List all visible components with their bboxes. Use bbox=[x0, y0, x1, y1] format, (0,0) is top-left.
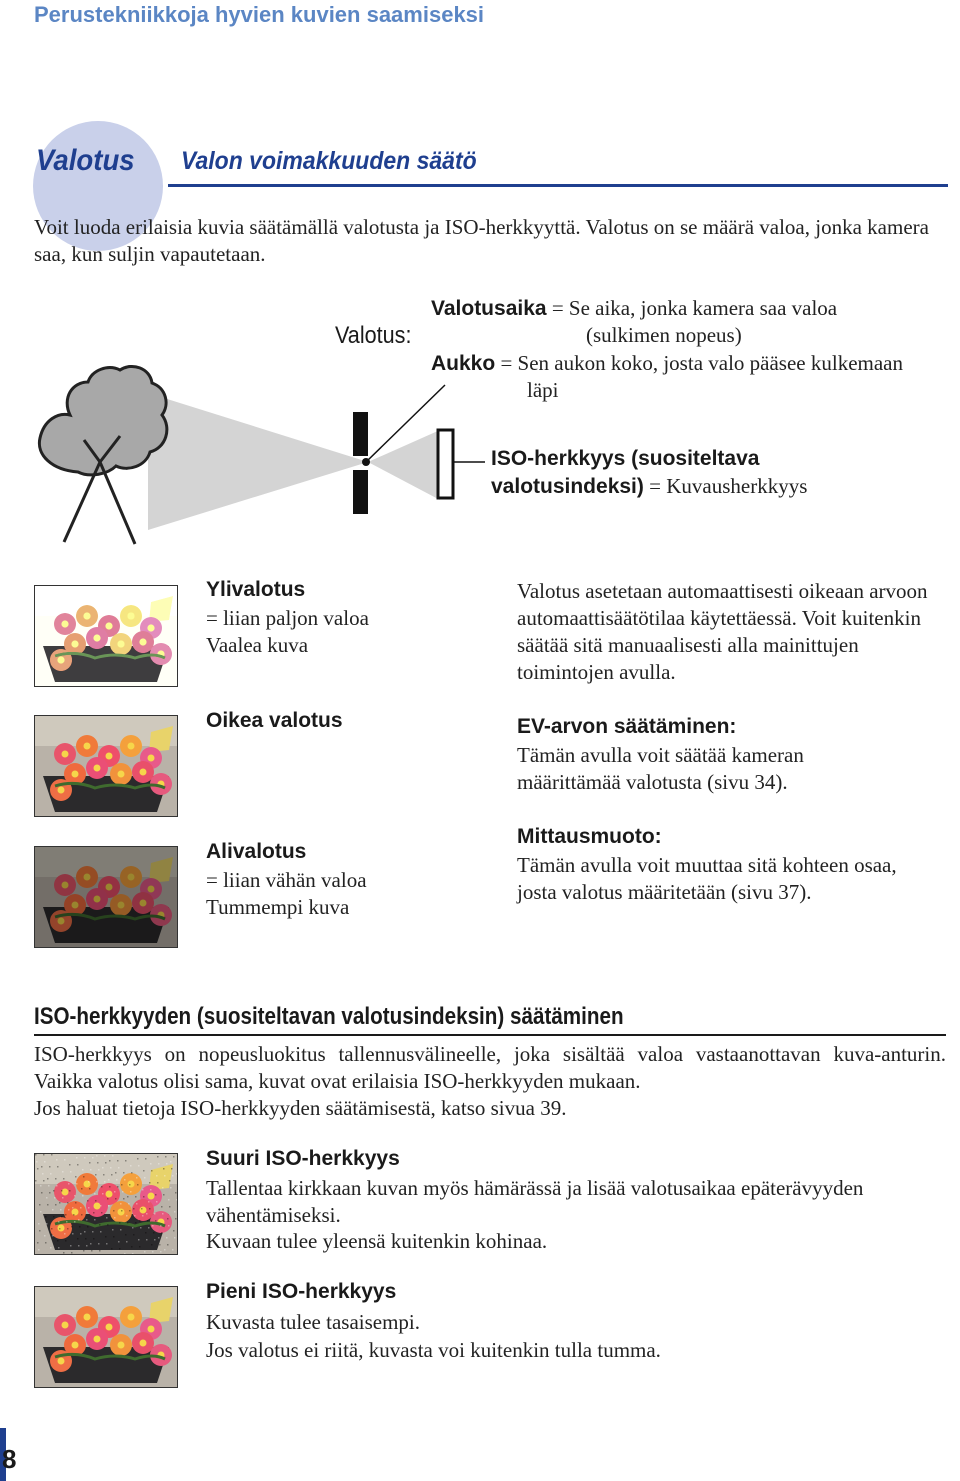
intro-paragraph: Voit luoda erilaisia kuvia säätämällä valotusta ja ISO-herkkyyttä. Valotus on se määrä valoa, jonka kamera saa, kun suljin vapautetaan. bbox=[34, 215, 929, 266]
valotusaika-term: Valotusaika bbox=[431, 297, 547, 320]
metering-title: Mittausmuoto: bbox=[517, 825, 662, 848]
iso-section-rule bbox=[34, 1034, 946, 1036]
thumb-high-iso bbox=[34, 1153, 178, 1255]
auto-exposure-text: Valotus asetetaan automaattisesti oikeaan arvoon automaattisäätötilaa käytettäessä. Voit kuitenkin säätää sitä manuaalisesti alla mainittujen toimintojen avulla. bbox=[517, 579, 928, 684]
valotus-label: Valotus: bbox=[335, 322, 412, 349]
example-line1-over: = liian paljon valoa bbox=[206, 606, 369, 630]
aukko-eq: = bbox=[495, 351, 518, 375]
page-header-title: Perustekniikkoja hyvien kuvien saamiseksi bbox=[34, 2, 485, 27]
thumb-normal bbox=[34, 715, 178, 817]
thumb-overexposed bbox=[34, 585, 178, 687]
example-line1-under: = liian vähän valoa bbox=[206, 868, 367, 892]
iso-term-line2: valotusindeksi) bbox=[491, 475, 644, 498]
aukko-desc-2: läpi bbox=[527, 378, 559, 402]
iso-section-title: ISO-herkkyyden (suositeltavan valotusindeksin) säätäminen bbox=[34, 1003, 624, 1030]
ev-text: Tämän avulla voit säätää kameran määrittämää valotusta (sivu 34). bbox=[517, 743, 804, 794]
diagram-graphics bbox=[0, 0, 960, 560]
light-beam-left bbox=[148, 393, 368, 530]
low-iso-text-1: Kuvasta tulee tasaisempi. bbox=[206, 1310, 421, 1334]
example-line2-under: Tummempi kuva bbox=[206, 895, 350, 919]
aperture-bar-bottom bbox=[353, 470, 368, 514]
ev-title: EV-arvon säätäminen: bbox=[517, 715, 737, 738]
iso-term-line1: ISO-herkkyys (suositeltava bbox=[491, 447, 760, 470]
example-title-over: Ylivalotus bbox=[206, 578, 306, 601]
aukko-desc: Sen aukon koko, josta valo pääsee kulkemaan bbox=[517, 351, 904, 375]
aukko-term: Aukko bbox=[431, 352, 496, 375]
example-title-normal: Oikea valotus bbox=[206, 709, 343, 732]
low-iso-text-2: Jos valotus ei riitä, kuvasta voi kuitenkin tulla tumma. bbox=[206, 1338, 661, 1362]
iso-para-2: Jos haluat tietoja ISO-herkkyyden säätämisestä, katso sivua 39. bbox=[34, 1096, 567, 1120]
metering-text: Tämän avulla voit muuttaa sitä kohteen osaa, josta valotus määritetään (sivu 37). bbox=[517, 853, 897, 904]
high-iso-text-1: Tallentaa kirkkaan kuvan myös hämärässä ja lisää valotusaikaa epäterävyyden vähentämiseksi. bbox=[206, 1176, 864, 1227]
thumb-underexposed bbox=[34, 846, 178, 948]
low-iso-title: Pieni ISO-herkkyys bbox=[206, 1280, 397, 1303]
high-iso-text-2: Kuvaan tulee yleensä kuitenkin kohinaa. bbox=[206, 1229, 548, 1253]
valotusaika-eq: = bbox=[546, 296, 569, 320]
thumb-low-iso bbox=[34, 1286, 178, 1388]
section-title: Valotus bbox=[36, 144, 135, 177]
valotusaika-desc: Se aika, jonka kamera saa valoa bbox=[568, 296, 838, 320]
iso-para-1: ISO-herkkyys on nopeusluokitus tallennusvälineelle, joka sisältää valoa vastaanottavan kuva-anturin. Vaikka valotus olisi sama, kuvat ovat erilaisia ISO-herkkyyden mukaan. bbox=[34, 1042, 946, 1093]
iso-desc: Kuvausherkkyys bbox=[666, 474, 808, 498]
example-title-under: Alivalotus bbox=[206, 840, 307, 863]
tree-icon bbox=[39, 366, 166, 544]
sensor-icon bbox=[438, 430, 453, 498]
high-iso-title: Suuri ISO-herkkyys bbox=[206, 1147, 400, 1170]
light-beam-right bbox=[368, 430, 440, 500]
example-line2-over: Vaalea kuva bbox=[206, 633, 309, 657]
iso-eq: = bbox=[643, 474, 667, 498]
section-subtitle: Valon voimakkuuden säätö bbox=[181, 147, 477, 175]
valotusaika-desc-2: (sulkimen nopeus) bbox=[586, 323, 742, 347]
page-number: 8 bbox=[2, 1444, 17, 1474]
aperture-bar-top bbox=[353, 412, 368, 456]
